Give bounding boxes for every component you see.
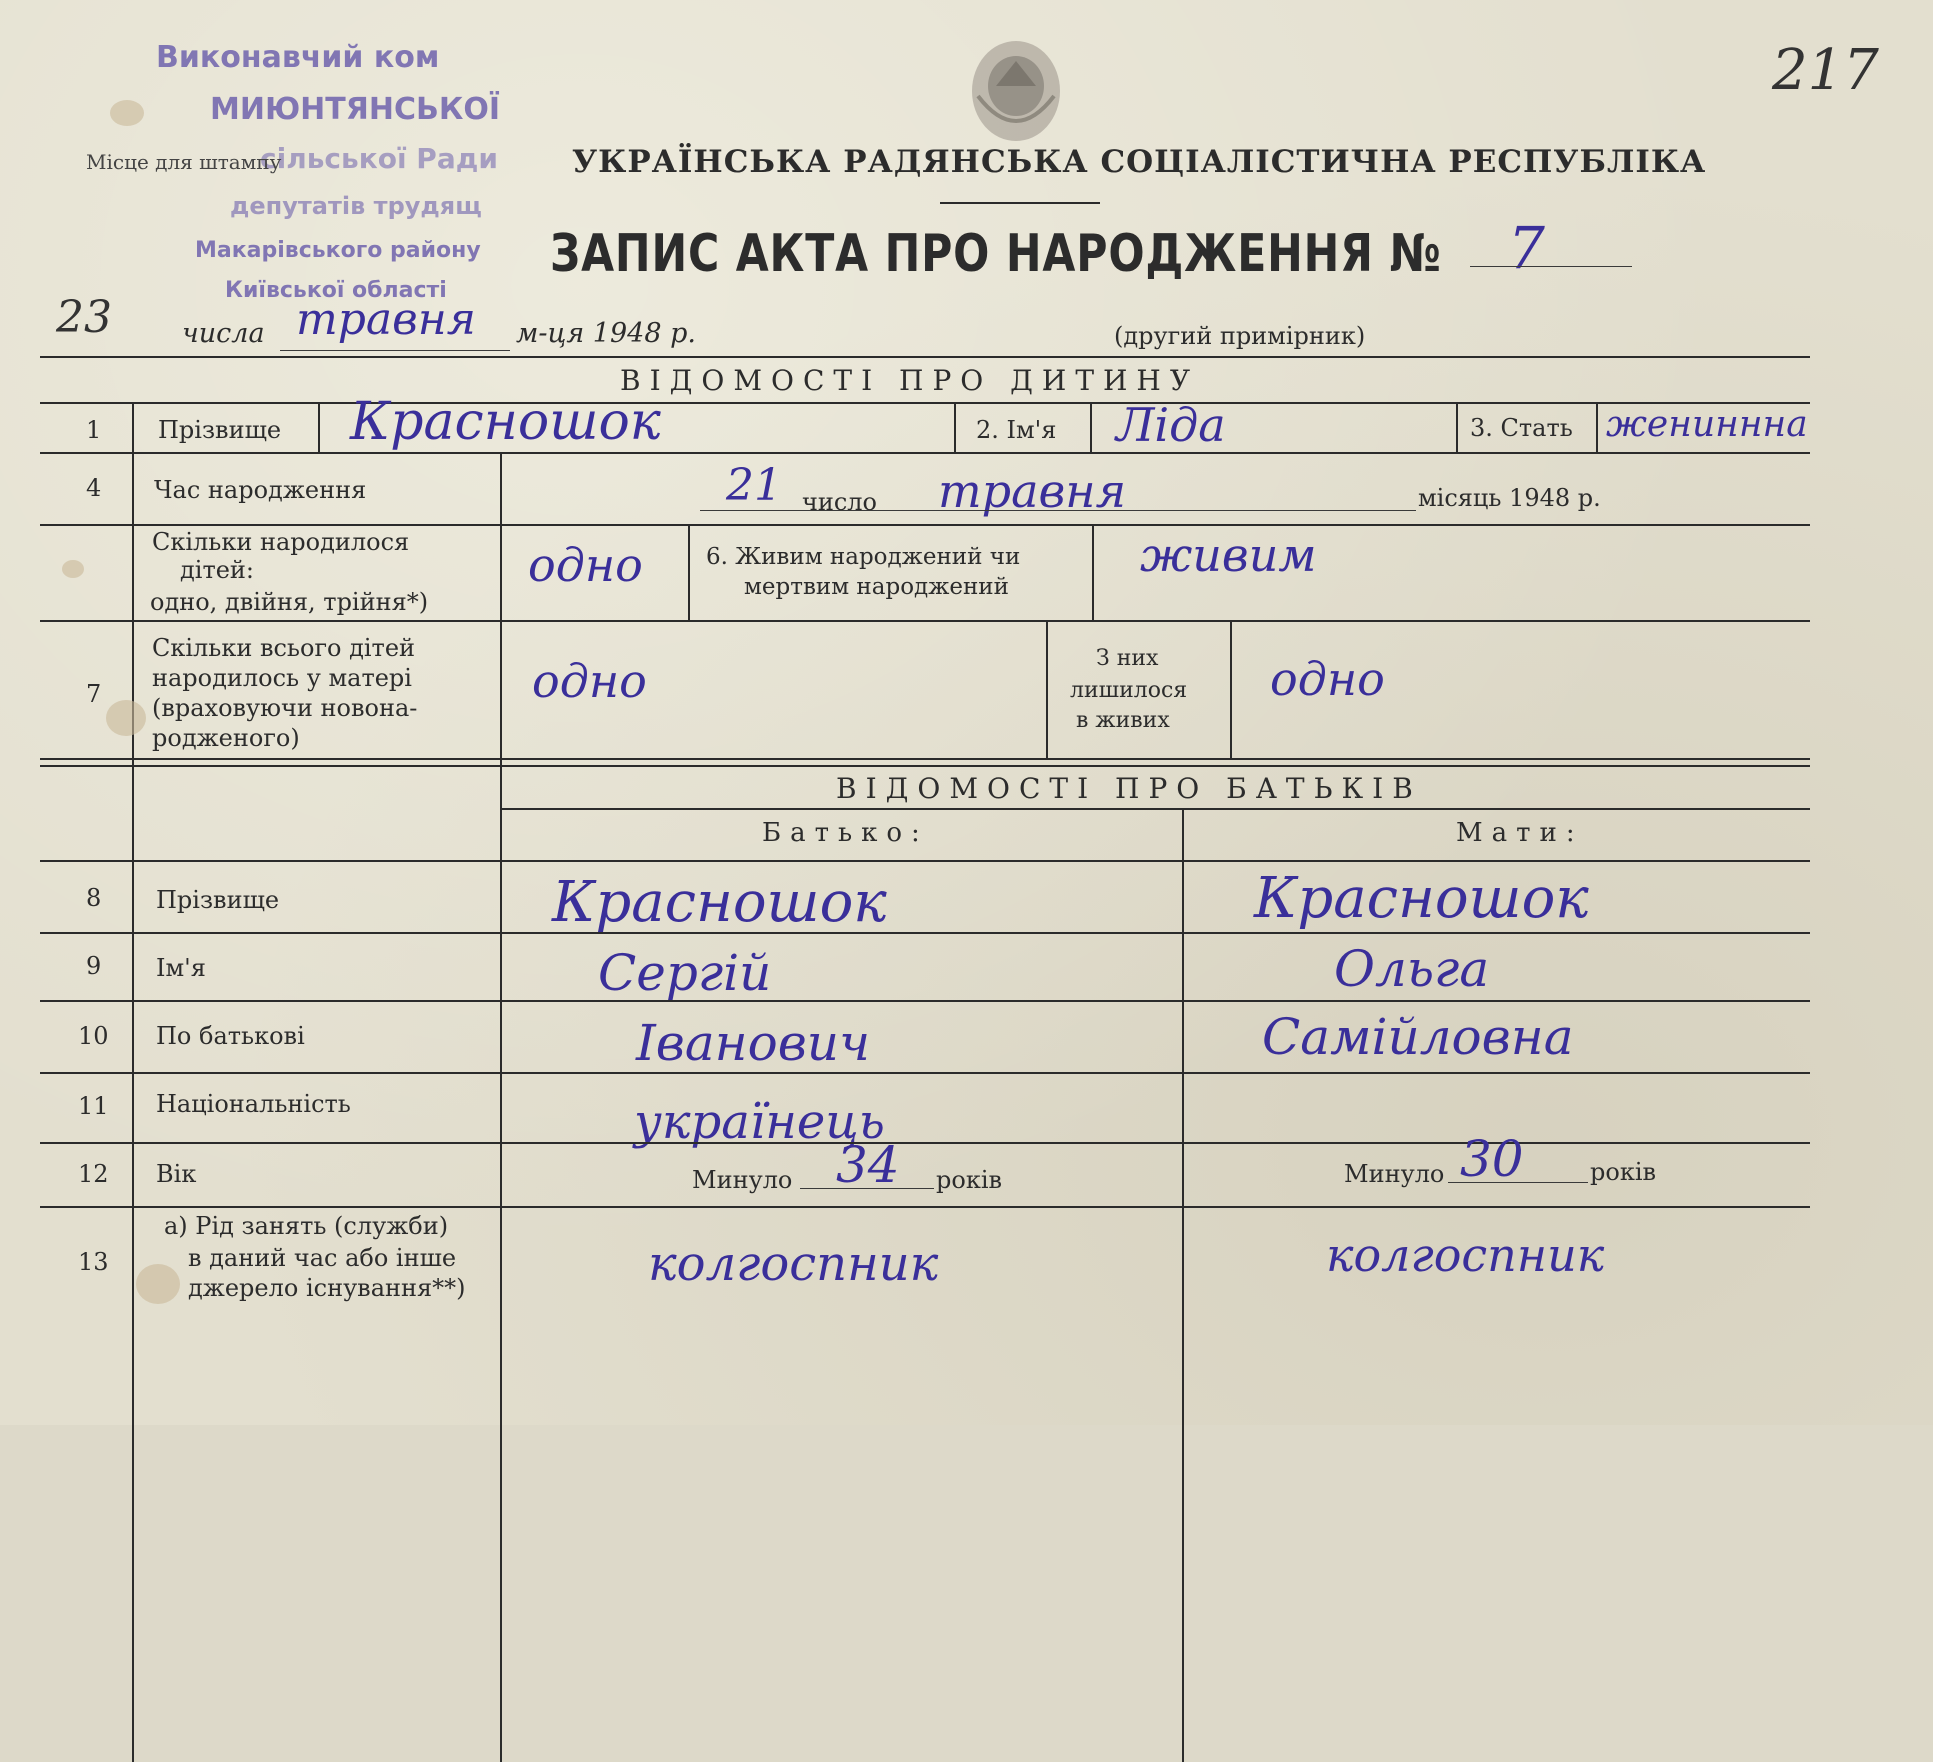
- mother-patronymic-value: Самійловна: [1262, 1008, 1574, 1066]
- row7-label-1: Скільки всього дітей: [152, 634, 416, 662]
- child-section-title: ВІДОМОСТІ ПРО ДИТИНУ: [620, 364, 1200, 397]
- row7-number: 7: [86, 680, 102, 708]
- alive-at-birth-value: живим: [1140, 528, 1317, 582]
- father-surname-value: Красношок: [552, 870, 887, 935]
- republic-title: УКРАЇНСЬКА РАДЯНСЬКА СОЦІАЛІСТИЧНА РЕСПУБЛІКА: [572, 144, 1707, 180]
- record-number-line: [1470, 266, 1632, 267]
- rule-parents-title: [500, 808, 1810, 810]
- child-surname-value: Красношок: [350, 392, 661, 452]
- date-month-line: [280, 350, 510, 351]
- office-stamp: [140, 30, 560, 320]
- row11-label: Національність: [156, 1090, 351, 1118]
- birth-line: [700, 510, 1416, 511]
- row7-label-3: (враховуючи новона-: [152, 694, 418, 722]
- father-name-value: Сергій: [598, 944, 772, 1002]
- row5-div: [688, 524, 690, 620]
- father-age-line: [800, 1188, 934, 1189]
- row6-div: [1092, 524, 1094, 620]
- birth-month-value: травня: [938, 464, 1127, 518]
- row7-label-2: народилось у матері: [152, 664, 412, 692]
- record-number: 7: [1508, 214, 1545, 282]
- record-date-day: 23: [56, 292, 112, 343]
- surviving-children-value: одно: [1270, 652, 1385, 706]
- header-divider: [940, 202, 1100, 204]
- mother-age-line: [1448, 1182, 1588, 1183]
- alive-label-2: лишилося: [1070, 678, 1188, 703]
- damage-mark: [106, 700, 146, 736]
- stamp-place-label: Місце для штампу: [86, 150, 282, 174]
- father-age-suffix: років: [936, 1166, 1002, 1194]
- birth-day-label: число: [802, 488, 877, 516]
- occupation-label-3: джерело існування**): [188, 1274, 466, 1302]
- row8-number: 8: [86, 884, 102, 912]
- alive-label-3: в живих: [1076, 708, 1170, 733]
- row1-div-c: [1090, 402, 1092, 452]
- birth-count-value: одно: [528, 538, 643, 592]
- stamp-line-1: Виконавчий ком: [156, 40, 440, 75]
- mother-age-prefix: Минуло: [1344, 1160, 1445, 1188]
- label-col-divider: [500, 452, 502, 1762]
- rule-row7b: [40, 765, 1810, 767]
- row5-label-2: дітей:: [180, 556, 255, 584]
- father-age-prefix: Минуло: [692, 1166, 793, 1194]
- rule-row4: [40, 524, 1810, 526]
- child-name-label: 2. Ім'я: [976, 416, 1057, 444]
- mother-age-value: 30: [1460, 1130, 1524, 1188]
- rule-row12: [40, 1206, 1810, 1208]
- copy-label: (другий примірник): [1114, 322, 1366, 350]
- row8-label: Прізвище: [156, 886, 280, 914]
- row7-div-b: [1230, 620, 1232, 758]
- record-date-month: травня: [296, 294, 476, 345]
- record-title: ЗАПИС АКТА ПРО НАРОДЖЕННЯ №: [550, 224, 1442, 284]
- row7-div-a: [1046, 620, 1048, 758]
- mother-name-value: Ольга: [1334, 940, 1490, 998]
- rule-parents-head: [40, 860, 1810, 862]
- num-col-divider: [132, 402, 134, 1762]
- father-age-value: 34: [836, 1136, 900, 1194]
- birth-time-label: Час народження: [154, 476, 367, 504]
- stamp-line-3: сільської Ради: [260, 142, 498, 175]
- row11-number: 11: [78, 1092, 109, 1120]
- record-date-year-label: м-ця 1948 р.: [516, 318, 696, 349]
- parents-col-divider: [1182, 808, 1184, 1762]
- damage-mark: [136, 1264, 180, 1304]
- row7-label-4: родженого): [152, 724, 300, 752]
- father-occupation-value: колгоспник: [648, 1236, 939, 1292]
- rule-row1: [40, 452, 1810, 454]
- row1-div-b: [954, 402, 956, 452]
- row9-label: Ім'я: [156, 954, 206, 982]
- rule-row11: [40, 1142, 1810, 1144]
- show-through-text: [1240, 70, 1840, 870]
- row6-label-2: мертвим народжений: [744, 574, 1009, 600]
- child-sex-value: жениннна: [1606, 404, 1808, 445]
- rule-row7: [40, 758, 1810, 760]
- row1-div-d: [1456, 402, 1458, 452]
- damage-mark: [62, 560, 84, 578]
- row1-number: 1: [86, 416, 102, 444]
- occupation-label-2: в даний час або інше: [188, 1244, 457, 1272]
- damage-mark: [110, 100, 144, 126]
- occupation-label-1: а) Рід занять (служби): [164, 1212, 449, 1240]
- rule-row8: [40, 932, 1810, 934]
- father-patronymic-value: Іванович: [636, 1014, 871, 1072]
- row4-number: 4: [86, 474, 102, 502]
- stamp-line-5: Макарівського району: [195, 238, 481, 263]
- rule-row9: [40, 1000, 1810, 1002]
- row6-label-1: 6. Живим народжений чи: [706, 544, 1021, 570]
- mother-occupation-value: колгоспник: [1326, 1228, 1605, 1282]
- mother-age-suffix: років: [1590, 1158, 1656, 1186]
- stamp-line-6: Київської області: [225, 278, 447, 303]
- row12-number: 12: [78, 1160, 109, 1188]
- father-column-label: Батько:: [762, 818, 929, 848]
- coat-of-arms-emblem: [966, 36, 1066, 146]
- total-children-value: одно: [532, 654, 647, 708]
- parents-section-title: ВІДОМОСТІ ПРО БАТЬКІВ: [836, 772, 1422, 805]
- row12-label: Вік: [156, 1160, 197, 1188]
- stamp-line-2: МИЮНТЯНСЬКОЇ: [210, 92, 501, 127]
- record-date-day-label: числа: [182, 318, 265, 349]
- stamp-line-4: депутатів трудящ: [230, 192, 482, 220]
- row10-number: 10: [78, 1022, 109, 1050]
- birth-month-label: місяць 1948 р.: [1418, 484, 1601, 512]
- child-surname-label: Прізвище: [158, 416, 282, 444]
- rule-top: [40, 356, 1810, 358]
- father-nationality-value: українець: [634, 1094, 885, 1150]
- row1-div-e: [1596, 402, 1598, 452]
- row1-div-a: [318, 402, 320, 452]
- birth-day-value: 21: [726, 460, 782, 511]
- child-sex-label: 3. Стать: [1470, 414, 1573, 442]
- page-number: 217: [1772, 38, 1879, 103]
- row5-label-3: одно, двійня, трійня*): [150, 588, 429, 616]
- row9-number: 9: [86, 952, 102, 980]
- child-name-value: Ліда: [1116, 398, 1226, 452]
- mother-surname-value: Красношок: [1254, 866, 1589, 931]
- rule-row5: [40, 620, 1810, 622]
- rule-child-top: [40, 402, 1810, 404]
- row10-label: По батькові: [156, 1022, 305, 1050]
- mother-column-label: Мати:: [1456, 818, 1584, 848]
- rule-row10: [40, 1072, 1810, 1074]
- alive-label-1: З них: [1096, 646, 1159, 671]
- row5-label-1: Скільки народилося: [152, 528, 410, 556]
- row13-number: 13: [78, 1248, 109, 1276]
